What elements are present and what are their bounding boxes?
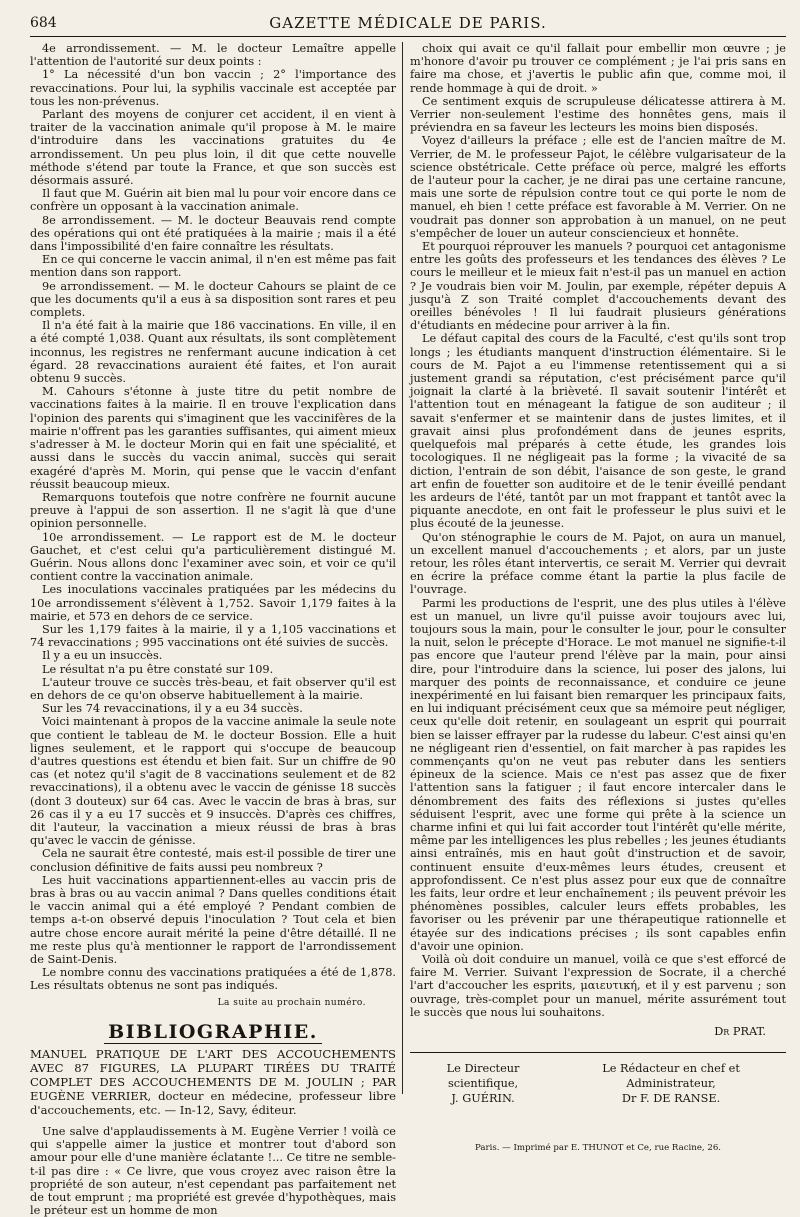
page-header: [30, 10, 786, 37]
editorial-footer: [410, 1061, 786, 1106]
paragraph: En ce qui concerne le vaccin animal, il n'en est même pas fait mention dans son rapport.: [30, 253, 396, 280]
paragraph: Il y a eu un insuccès.: [42, 649, 163, 663]
paragraph: Sur les 1,179 faites à la mairie, il y a 1,105 vaccinations et 74 revaccinations ; 995 vaccinations ont été suivies de succès.: [30, 622, 396, 650]
paragraph: Qu'on sténographie le cours de M. Pajot, on aura un manuel, un excellent manuel d'accouchements ; et alors, par un juste retour, les rôles étant intervertis, ce serait M. Verrier qui devrait en écrire la préface comme étant la partie la plus facile de l'ouvrage.: [410, 530, 786, 597]
paragraph: Le résultat n'a pu être constaté sur 109.: [42, 662, 274, 676]
director-role: Le Directeur scientifique,: [446, 1062, 520, 1091]
column-divider: [402, 42, 403, 1094]
paragraph: Voici maintenant à propos de la vaccine animale la seule note que contient le tableau de M. le docteur Bossion. Elle a huit lignes seulement, et le rapport qui s'occupe de beaucoup d'autres questions est étendu et bien fait. Sur un chiffre de 90 cas (et notez qu'il s'agit de 8 vaccinations seulement et de 82 revaccinations), il a obtenu avec le vaccin de génisse 18 succès (dont 3 douteux) sur 64 cas. Avec le vaccin de bras à bras, sur 26 cas il y a eu 17 succès et 9 insuccès. D'après ces chiffres, dit l'auteur, la vaccination a mieux réussi de bras à bras qu'avec le vaccin de génisse.: [30, 715, 396, 848]
paragraph: Parlant des moyens de conjurer cet accident, il en vient à traiter de la vaccination animale qu'il propose à M. le maire d'introduire dans les vaccinations gratuites du 4e arrondissement. Un peu plus loin, il dit que cette nouvelle méthode s'étend par toute la France, et que son succès est désormais assuré.: [30, 108, 396, 188]
left-column: [30, 42, 396, 1217]
paragraph: M. Cahours s'étonne à juste titre du petit nombre de vaccinations faites à la mairie. Il en trouve l'explication dans l'opinion des parents qui s'imaginent que les vaccinifères de la mairie n'offrent pas les garanties suffisantes, qui aiment mieux s'adresser à M. le docteur Morin qui en fait une spécialité, et aussi dans le succès du vaccin animal, succès qui serait exagéré d'après M. Morin, qui pense que le vaccin d'enfant réussit beaucoup mieux.: [30, 385, 396, 491]
paragraph: Cela ne saurait être contesté, mais est-il possible de tirer une conclusion définitive de faits aussi peu nombreux ?: [30, 847, 396, 874]
footer-rule: [410, 1052, 786, 1053]
paragraph: 8e arrondissement. — M. le docteur Beauvais rend compte des opérations qui ont été pratiquées à la mairie ; mais il a été dans l'impossibilité d'en faire connaître les résultats.: [30, 213, 396, 254]
director-credit: [410, 1061, 556, 1106]
editor-name: Dr F. DE RANSE.: [621, 1092, 721, 1106]
paragraph: Les inoculations vaccinales pratiquées par les médecins du 10e arrondissement s'élèvent à 1,752. Savoir 1,179 faites à la mairie, et 573 en dehors de ce service.: [30, 583, 396, 623]
paragraph: Ce sentiment exquis de scrupuleuse délicatesse attirera à M. Verrier non-seulement l'estime des honnêtes gens, mais il préviendra en sa faveur les lecteurs les moins bien disposés.: [410, 94, 786, 135]
printer-imprint: Paris. — Imprimé par E. THUNOT et Ce, rue Racine, 26.: [474, 1143, 722, 1154]
paragraph: Le nombre connu des vaccinations pratiquées a été de 1,878. Les résultats obtenus ne sont pas indiqués.: [30, 966, 396, 993]
left-column-text: [30, 42, 396, 993]
paragraph: Et pourquoi réprouver les manuels ? pourquoi cet antagonisme entre les goûts des professeurs et les tendances des élèves ? Le cours le meilleur et le mieux fait n'est-il pas un manuel en action ? Je voudrais bien voir M. Joulin, par exemple, répéter depuis A jusqu'à Z son Traité complet d'accouchements devant des oreilles bénévoles ! Il lui faudrait plusieurs générations d'étudiants en médecine pour arriver à la fin.: [410, 240, 786, 333]
paragraph: Parmi les productions de l'esprit, une des plus utiles à l'élève est un manuel, un livre qu'il puisse avoir toujours avec lui, toujours sous la main, pour le consulter le jour, pour le consulter la nuit, selon le précepte d'Horace. Le mot manuel ne signifie-t-il pas encore que l'auteur prend l'élève par la main, pour ainsi dire, pour l'introduire dans la science, lui poser des jalons, lui marquer des points de reconnaissance, et conduire ce jeune inexpérimenté en lui faisant bien remarquer les principaux faits, en lui indiquant précisément ceux que sa mémoire peut négliger, ceux qu'elle doit retenir, en soulageant un esprit qui pourrait bien se laisser effrayer par la rudesse du labeur. C'est ainsi qu'en ne négligeant rien d'essentiel, on fait marcher à pas rapides les commençants qu'on ne veut pas rebuter dans les sentiers épineux de la science. Mais ce n'est pas assez que de fixer l'attention sans la fatiguer ; il faut encore intercaler dans le dénombrement des faits des réflexions si justes qu'elles séduisent l'esprit, avec une forme qui prête à la science un charme infini et qui lui fait accorder tout l'intérêt qu'elle mérite, même par les intelligences les plus rebelles ; les jeunes étudiants ainsi entraînés, mis en haut goût d'instruction et de savoir, continuent ensuite d'eux-mêmes leurs études, creusent et approfondissent. Ce n'est plus assez pour eux que de connaître les faits, leur ordre et leur enchaînement ; ils peuvent prévoir les phénomènes possibles, calculer leurs effets probables, les favoriser ou les prévenir par une thérapeutique rationnelle et étayée sur des indications précises ; ils sont capables enfin d'avoir une opinion.: [410, 596, 786, 953]
right-column: [410, 42, 786, 1154]
paragraph: Remarquons toutefois que notre confrère ne fournit aucune preuve à l'appui de son assertion. Il ne s'agit là que d'une opinion personnelle.: [30, 490, 396, 531]
paragraph: choix qui avait ce qu'il fallait pour embellir mon œuvre ; je m'honore d'avoir pu trouver ce complément ; je l'ai pris sans en faire ma chose, et j'avertis le public afin que, comme moi, il rende hommage à qui de droit. »: [410, 42, 786, 95]
paragraph: Sur les 74 revaccinations, il y a eu 34 succès.: [42, 702, 303, 716]
paragraph: Une salve d'applaudissements à M. Eugène Verrier ! voilà ce qui s'appelle aimer la justice et montrer tout d'abord son amour pour elle d'une manière éclatante !... Ce titre ne semble-t-il pas dire : « Ce livre, que vous croyez avec raison être la propriété de son auteur, n'est cependant pas parfaitement net de tout emprunt ; ma propriété est grevée d'hypothèques, mais le préteur est un homme de mon: [30, 1125, 396, 1217]
paragraph: L'auteur trouve ce succès très-beau, et fait observer qu'il est en dehors de ce qu'on observe habituellement à la mairie.: [30, 675, 396, 702]
bibliography-heading: [30, 1020, 396, 1043]
journal-title: GAZETTE MÉDICALE DE PARIS.: [269, 14, 547, 32]
continued-note: La suite au prochain numéro.: [217, 997, 366, 1008]
paragraph: 9e arrondissement. — M. le docteur Cahours se plaint de ce que les documents qu'il a eus à sa disposition sont rares et peu complets.: [30, 279, 396, 320]
editor-credit: [556, 1061, 786, 1106]
director-name: J. GUÉRIN.: [451, 1092, 515, 1106]
paragraph: 10e arrondissement. — Le rapport est de M. le docteur Gauchet, et c'est celui qu'a particulièrement distingué M. Guérin. Nous allons donc l'examiner avec soin, et voir ce qu'il contient contre la vaccination animale.: [30, 530, 396, 584]
right-column-text: [410, 42, 786, 1019]
bibliography-heading-text: BIBLIOGRAPHIE.: [104, 1021, 322, 1044]
paragraph: 4e arrondissement. — M. le docteur Lemaître appelle l'attention de l'autorité sur deux points :: [30, 42, 396, 69]
paragraph: 1° La nécessité d'un bon vaccin ; 2° l'importance des revaccinations. Pour lui, la syphilis vaccinale est acceptée par tous les non-prévenus.: [30, 68, 396, 108]
paragraph: Il faut que M. Guérin ait bien mal lu pour voir encore dans ce confrère un opposant à la vaccination animale.: [30, 187, 396, 214]
article-signature: Dr PRAT.: [714, 1025, 766, 1039]
paragraph: Voyez d'ailleurs la préface ; elle est de l'ancien maître de M. Verrier, de M. le professeur Pajot, le célèbre vulgarisateur de la science obstétricale. Cette préface où perce, malgré les efforts de l'auteur pour la cacher, je ne dirai pas une certaine rancune, mais une sorte de répulsion contre tout ce qui porte le nom de manuel, eh bien ! cette préface est favorable à M. Verrier. On ne voudrait pas donner son approbation à un manuel, on ne peut s'empêcher de louer un auteur consciencieux et honnête.: [410, 134, 786, 240]
bibliography-reference: MANUEL PRATIQUE DE L'ART DES ACCOUCHEMENTS AVEC 87 FIGURES, LA PLUPART TIRÉES DU TRAITÉ COMPLET DES ACCOUCHEMENTS DE M. JOULIN ; PAR EUGÈNE VERRIER, docteur en médecine, professeur libre d'accouchements, etc. — In-12, Savy, éditeur.: [30, 1047, 396, 1118]
paragraph: Voilà où doit conduire un manuel, voilà ce que s'est efforcé de faire M. Verrier. Suivant l'expression de Socrate, il a cherché l'art d'accoucher les esprits, μαιευτική, et il y est parvenu ; son ouvrage, très-complet pour un manuel, mérite assurément tout le succès que nous lui souhaitons.: [410, 953, 786, 1019]
bibliography-text: [30, 1125, 396, 1217]
editor-role: Le Rédacteur en chef et Administrateur,: [602, 1062, 740, 1091]
paragraph: Les huit vaccinations appartiennent-elles au vaccin pris de bras à bras ou au vaccin animal ? Dans quelles conditions était le vaccin animal qui a été employé ? Pendant combien de temps a-t-on observé depuis l'inoculation ? Tout cela et bien autre chose encore aurait mérité la peine d'être détaillé. Il ne me reste plus qu'à mentionner le rapport de l'arrondissement de Saint-Denis.: [30, 873, 396, 967]
paragraph: Il n'a été fait à la mairie que 186 vaccinations. En ville, il en a été compté 1,038. Quant aux résultats, ils sont complètement inconnus, les registres ne renfermant aucune indication à cet égard. 28 revaccinations auraient été faites, et l'on aurait obtenu 9 succès.: [30, 319, 396, 386]
paragraph: Le défaut capital des cours de la Faculté, c'est qu'ils sont trop longs ; les étudiants manquent d'instruction élémentaire. Si le cours de M. Pajot a eu l'immense retentissement qui a si justement grandi sa réputation, c'est précisément parce qu'il joignait la clarté à la brièveté. Il savait soutenir l'intérêt et l'attention tout en ménageant la fatigue de son auditeur ; il savait s'enfermer et se maintenir dans de justes limites, et il gravait ainsi plus profondément dans de jeunes esprits, quelquefois mal préparés à cette étude, les grandes lois tocologiques. Il ne négligeait pas la forme ; la vivacité de sa diction, l'entrain de son débit, l'aisance de son geste, le grand art enfin de fouetter son auditoire et de le tenir éveillé pendant les ardeurs de l'été, tantôt par un mot frappant et tantôt avec la piquante anecdote, en ont fait le professeur le plus suivi et le plus écouté de la jeunesse.: [410, 332, 786, 531]
page-number: 684: [30, 15, 57, 31]
